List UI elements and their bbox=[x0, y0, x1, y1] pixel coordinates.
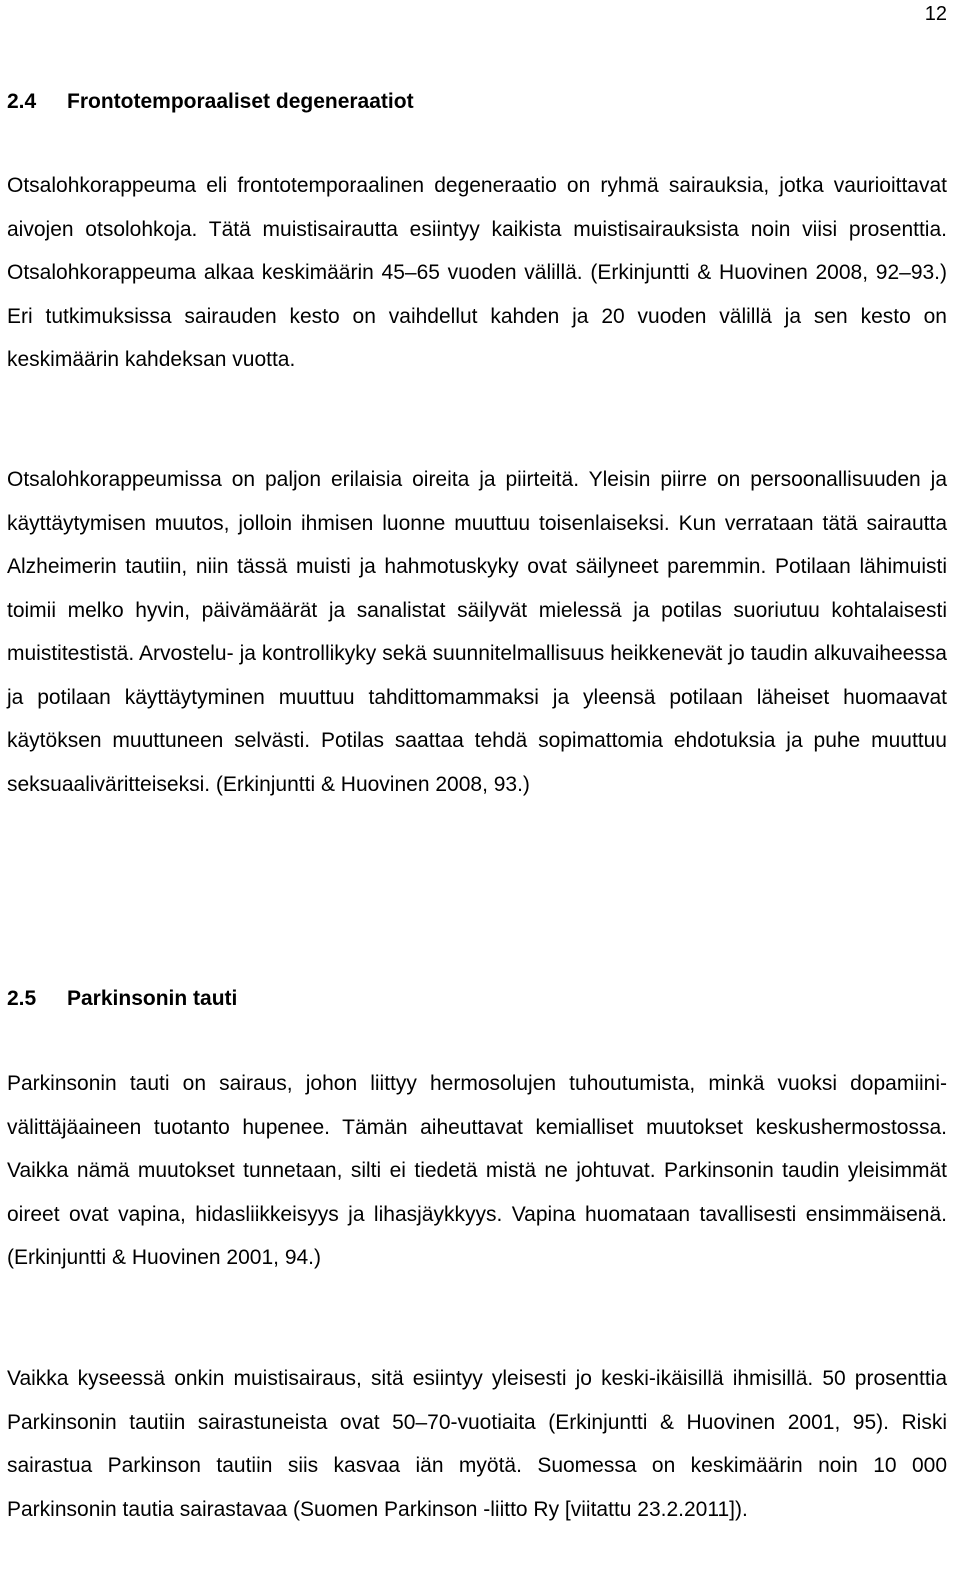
paragraph: Otsalohkorappeuma eli frontotemporaalinen degeneraatio on ryhmä sairauksia, jotka vaurioittavat aivojen otsolohkoja. Tätä muistisairautta esiintyy kaikista muistisairauksista noin viisi prosenttia. Otsalohkorappeuma alkaa keskimäärin 45–65 vuoden välillä. (Erkinjuntti & Huovinen 2008, 92–93.) Eri tutkimuksissa sairauden kesto on vaihdellut kahden ja 20 vuoden välillä ja sen kesto on keskimäärin kahdeksan vuotta. bbox=[7, 174, 947, 371]
paragraph: Vaikka kyseessä onkin muistisairaus, sitä esiintyy yleisesti jo keski-ikäisillä ihmisillä. 50 prosenttia Parkinsonin tautiin sairastuneista ovat 50–70-vuotiaita (Erkinjuntti & Huovinen 2001, 95). Riski sairastua Parkinson tautiin siis kasvaa iän myötä. Suomessa on keskimäärin noin 10 000 Parkinsonin tautia sairastavaa (Suomen Parkinson -liitto Ry [viitattu 23.2.2011]). bbox=[7, 1367, 947, 1521]
paragraph: Parkinsonin tauti on sairaus, johon liittyy hermosolujen tuhoutumista, minkä vuoksi dopamiini-välittäjäaineen tuotanto hupenee. Tämän aiheuttavat kemialliset muutokset keskushermostossa. Vaikka nämä muutokset tunnetaan, silti ei tiedetä mistä ne johtuvat. Parkinsonin taudin yleisimmät oireet ovat vapina, hidasliikkeisyys ja lihasjäykkyys. Vapina huomataan tavallisesti ensimmäisenä. (Erkinjuntti & Huovinen 2001, 94.) bbox=[7, 1072, 947, 1269]
section-title: Parkinsonin tauti bbox=[67, 987, 238, 1010]
section-number: 2.5 bbox=[7, 987, 37, 1010]
section-title: Frontotemporaaliset degeneraatiot bbox=[67, 90, 414, 113]
section-heading-frontotemporal bbox=[7, 88, 414, 116]
section-heading-parkinson bbox=[7, 985, 237, 1013]
section-number: 2.4 bbox=[7, 90, 37, 113]
paragraph: Otsalohkorappeumissa on paljon erilaisia oireita ja piirteitä. Yleisin piirre on persoonallisuuden ja käyttäytymisen muutos, jolloin ihmisen luonne muuttuu toisenlaiseksi. Kun verrataan tätä sairautta Alzheimerin tautiin, niin tässä muisti ja hahmotuskyky ovat säilyneet paremmin. Potilaan lähimuisti toimii melko hyvin, päivämäärät ja sanalistat säilyvät mielessä ja potilas suoriutuu kohtalaisesti muistitestistä. Arvostelu- ja kontrollikyky sekä suunnitelmallisuus heikkenevät jo taudin alkuvaiheessa ja potilaan käyttäytyminen muuttuu tahdittomammaksi ja yleensä potilaan läheiset huomaavat käytöksen muuttuneen selvästi. Potilas saattaa tehdä sopimattomia ehdotuksia ja puhe muuttuu seksuaaliväritteiseksi. (Erkinjuntti & Huovinen 2008, 93.) bbox=[7, 468, 947, 796]
page-number: 12 bbox=[924, 3, 947, 25]
